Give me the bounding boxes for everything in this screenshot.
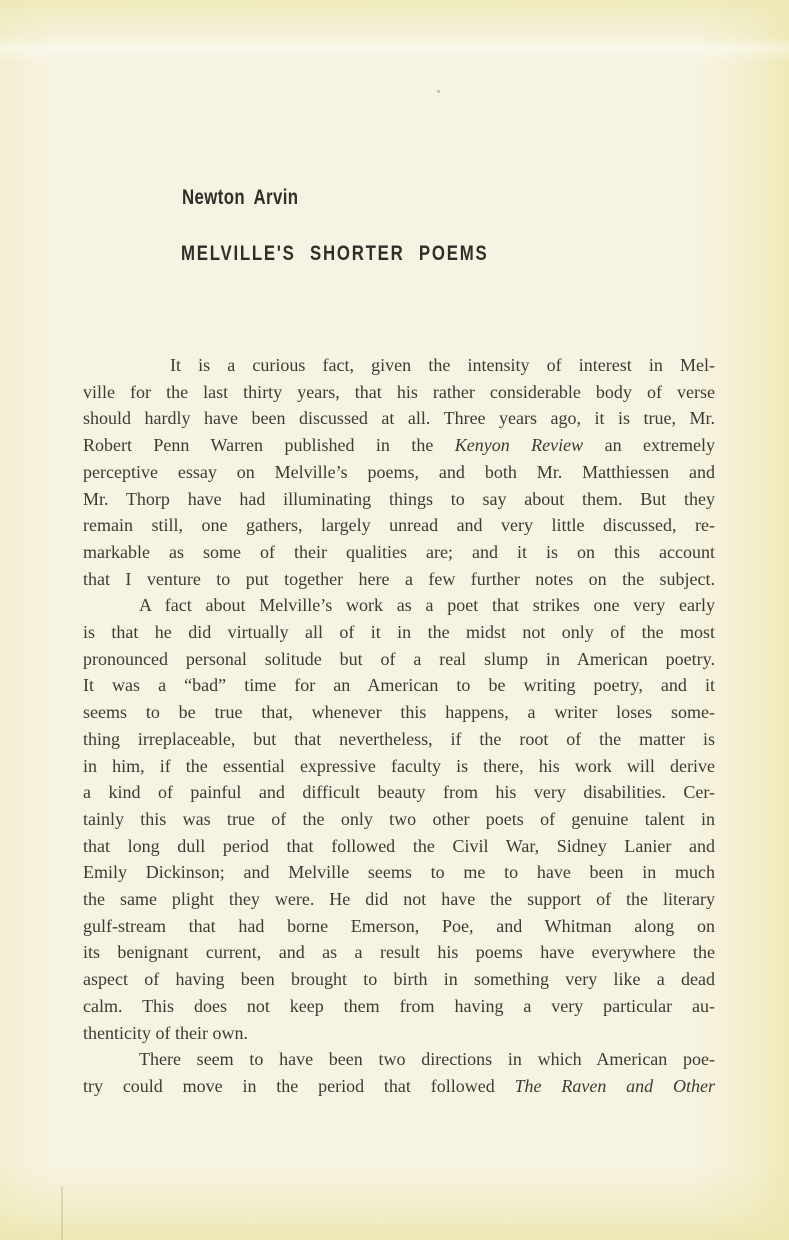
text-line <box>83 619 715 646</box>
text-segment: It is a curious fact, given the intensity of interest in Mel- <box>170 355 715 375</box>
text-line <box>83 379 715 406</box>
italic-text-segment: Kenyon Review <box>454 435 584 456</box>
text-line <box>83 405 715 432</box>
text-line <box>83 486 715 513</box>
text-segment: that long dull period that followed the Civil War, Sidney Lanier and <box>83 835 715 856</box>
text-segment: remain still, one gathers, largely unread and very little discussed, re- <box>83 515 715 536</box>
italic-text-segment: The Raven and Other <box>514 1075 715 1096</box>
text-line <box>83 726 715 753</box>
text-line <box>83 699 715 726</box>
text-segment: Robert Penn Warren published in the <box>83 435 455 456</box>
text-segment: an extremely <box>583 435 715 456</box>
text-line <box>83 913 715 940</box>
text-segment: try could move in the period that followed <box>83 1075 515 1096</box>
text-segment: Mr. Thorp have had illuminating things to say about them. But they <box>83 488 715 509</box>
text-segment: is that he did virtually all of it in the midst not only of the most <box>83 622 715 643</box>
text-segment: aspect of having been brought to birth in something very like a dead <box>83 969 715 990</box>
text-line <box>83 779 715 806</box>
text-line <box>83 833 715 860</box>
text-segment: pronounced personal solitude but of a real slump in American poetry. <box>83 648 715 669</box>
text-line <box>83 512 715 539</box>
text-line <box>83 886 715 913</box>
page-crease-mark <box>61 1186 63 1240</box>
text-segment: Emily Dickinson; and Melville seems to me to have been in much <box>83 862 715 883</box>
text-segment: A fact about Melville’s work as a poet that strikes one very early <box>139 595 715 616</box>
text-segment: the same plight they were. He did not have the support of the literary <box>83 889 715 910</box>
text-line <box>83 1073 715 1100</box>
text-line <box>83 1020 715 1047</box>
text-line <box>83 592 715 619</box>
text-segment: It was a “bad” time for an American to be writing poetry, and it <box>83 675 715 696</box>
text-segment: gulf-stream that had borne Emerson, Poe, and Whitman along on <box>83 915 715 936</box>
text-segment: its benignant current, and as a result his poems have everywhere the <box>83 942 715 963</box>
text-line <box>83 939 715 966</box>
essay-body <box>83 352 715 1100</box>
text-line <box>83 993 715 1020</box>
text-line <box>83 539 715 566</box>
text-segment: tainly this was true of the only two other poets of genuine talent in <box>83 808 715 829</box>
text-segment: markable as some of their qualities are; and it is on this account <box>83 541 715 562</box>
text-line <box>83 432 715 459</box>
text-line <box>83 859 715 886</box>
essay-title: MELVILLE'S SHORTER POEMS <box>181 242 489 265</box>
text-segment: in him, if the essential expressive faculty is there, his work will derive <box>83 755 715 776</box>
text-segment: perceptive essay on Melville’s poems, and both Mr. Matthiessen and <box>83 461 715 482</box>
text-segment: There seem to have been two directions in which American poe- <box>139 1049 715 1070</box>
text-segment: thing irreplaceable, but that nevertheless, if the root of the matter is <box>83 728 715 749</box>
paper-speck <box>437 90 440 93</box>
text-segment: a kind of painful and difficult beauty from his very disabilities. Cer- <box>83 782 715 803</box>
text-segment: calm. This does not keep them from having a very particular au- <box>83 995 715 1016</box>
text-segment: thenticity of their own. <box>83 1022 248 1043</box>
text-segment: that I venture to put together here a few further notes on the subject. <box>83 568 715 589</box>
text-segment: should hardly have been discussed at all. Three years ago, it is true, Mr. <box>83 408 715 429</box>
text-line <box>83 753 715 780</box>
text-segment: ville for the last thirty years, that his rather considerable body of verse <box>83 381 715 402</box>
text-line <box>83 352 715 379</box>
author-name: Newton Arvin <box>182 186 299 209</box>
text-line <box>83 672 715 699</box>
text-line <box>83 459 715 486</box>
text-line <box>83 566 715 593</box>
text-line <box>83 646 715 673</box>
text-line <box>83 966 715 993</box>
text-line <box>83 1046 715 1073</box>
text-segment: seems to be true that, whenever this happens, a writer loses some- <box>83 702 715 723</box>
text-line <box>83 806 715 833</box>
